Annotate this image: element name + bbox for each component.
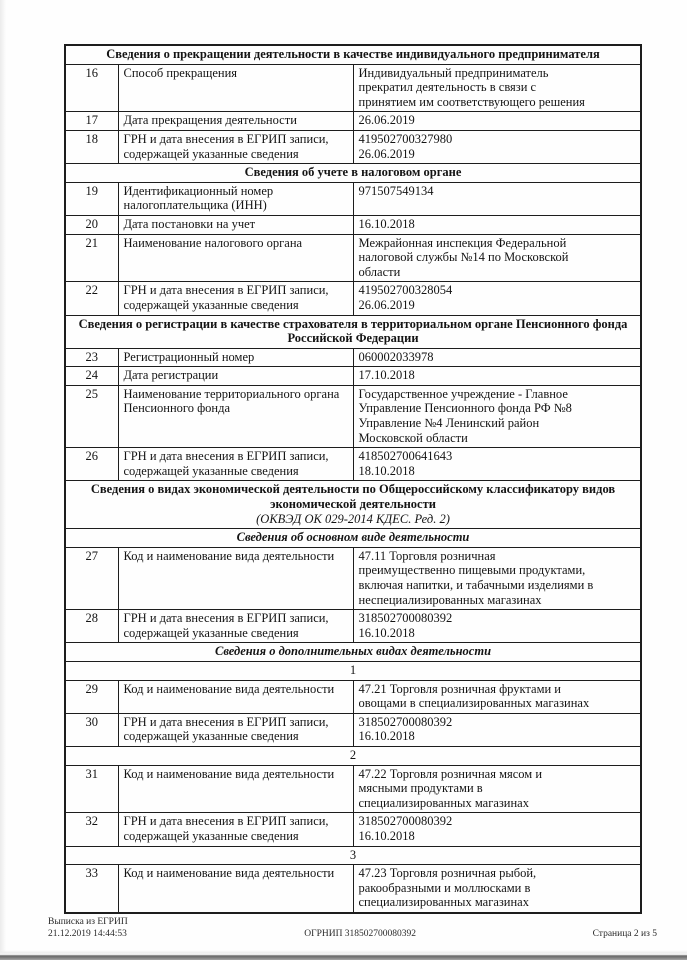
value-line: Московской области <box>358 430 468 445</box>
row-value-cell <box>353 448 641 481</box>
header-line: Сведения о дополнительных видах деятельности <box>214 644 492 659</box>
row-label-cell: ГРН и дата внесения в ЕГРИП записи, содержащей указанные сведения <box>118 713 353 746</box>
row-number-cell: 19 <box>65 182 118 215</box>
footer-ogrnip: ОГРНИП 318502700080392 <box>304 928 417 939</box>
value-line: 318502700080392 <box>358 611 453 626</box>
table-row <box>65 112 641 131</box>
table-row <box>65 348 641 367</box>
row-value-cell <box>353 234 641 282</box>
table-row <box>65 367 641 386</box>
value-line: 47.23 Торговля розничная рыбой, <box>358 866 537 881</box>
value-line: 16.10.2018 <box>358 625 415 640</box>
row-number-cell: 27 <box>65 547 118 609</box>
section-cell <box>65 315 641 348</box>
footer-extract-datetime: 21.12.2019 14:44:53 <box>48 928 127 939</box>
value-line: преимущественно пищевыми продуктами, <box>358 563 586 578</box>
table-row <box>65 182 641 215</box>
footer-extract-info <box>48 917 128 940</box>
section-row <box>65 481 641 529</box>
index-cell <box>65 746 641 765</box>
table-row <box>65 765 641 813</box>
row-number-cell: 18 <box>65 130 118 163</box>
section-cell <box>65 45 641 64</box>
row-number-cell: 21 <box>65 234 118 282</box>
value-line: 971507549134 <box>358 183 434 198</box>
row-number-cell: 29 <box>65 680 118 713</box>
header-line: Сведения об основном виде деятельности <box>236 530 470 545</box>
row-value-cell <box>353 547 641 609</box>
row-label-cell: Дата постановки на учет <box>118 215 353 234</box>
row-number-cell: 31 <box>65 765 118 813</box>
table-row <box>65 713 641 746</box>
table-row <box>65 865 641 913</box>
row-label-cell: Код и наименование вида деятельности <box>118 547 353 609</box>
row-value-cell <box>353 64 641 112</box>
row-number-cell: 17 <box>65 112 118 131</box>
value-line: прекратил деятельность в связи с <box>358 80 537 95</box>
section-cell <box>65 481 641 529</box>
subsection-cell <box>65 643 641 662</box>
row-label-cell: Наименование территориального органа Пенсионного фонда <box>118 385 353 447</box>
value-line: 26.06.2019 <box>358 297 415 312</box>
index-cell <box>65 661 641 680</box>
table-row <box>65 385 641 447</box>
row-number-cell: 22 <box>65 282 118 315</box>
section-row <box>65 315 641 348</box>
egrip-table-body <box>65 45 641 913</box>
row-number-cell: 16 <box>65 64 118 112</box>
table-row <box>65 282 641 315</box>
header-line: (ОКВЭД ОК 029-2014 КДЕС. Ред. 2) <box>256 511 450 526</box>
row-value-cell <box>353 765 641 813</box>
row-number-cell: 33 <box>65 865 118 913</box>
value-line: 47.11 Торговля розничная <box>358 548 496 563</box>
header-line: 2 <box>349 747 357 762</box>
value-line: 47.22 Торговля розничная мясом и <box>358 766 543 781</box>
row-value-cell <box>353 130 641 163</box>
value-line: ракообразными и моллюсками в <box>358 880 531 895</box>
table-row <box>65 448 641 481</box>
table-row <box>65 215 641 234</box>
table-row <box>65 130 641 163</box>
header-line: Сведения о регистрации в качестве страхователя в территориальном органе Пенсионного фонда Российской Федерации <box>78 316 628 346</box>
row-value-cell <box>353 865 641 913</box>
value-line: 47.21 Торговля розничная фруктами и <box>358 681 561 696</box>
value-line: включая напитки, и табачными изделиями в <box>358 578 594 592</box>
footer-page-number: Страница 2 из 5 <box>592 928 657 939</box>
row-number-cell: 30 <box>65 713 118 746</box>
row-value-cell <box>353 182 641 215</box>
value-line: мясными продуктами в <box>358 781 483 796</box>
row-number-cell: 24 <box>65 367 118 386</box>
index-row <box>65 661 641 680</box>
row-label-cell: Код и наименование вида деятельности <box>118 865 353 913</box>
page-footer <box>48 917 657 940</box>
value-line: 16.10.2018 <box>358 828 415 843</box>
row-number-cell: 26 <box>65 448 118 481</box>
row-value-cell <box>353 813 641 846</box>
row-label-cell: ГРН и дата внесения в ЕГРИП записи, содержащей указанные сведения <box>118 282 353 315</box>
table-row <box>65 234 641 282</box>
index-row <box>65 746 641 765</box>
table-row <box>65 680 641 713</box>
value-line: 318502700080392 <box>358 814 453 829</box>
row-value-cell <box>353 215 641 234</box>
row-label-cell: ГРН и дата внесения в ЕГРИП записи, содержащей указанные сведения <box>118 813 353 846</box>
value-line: 419502700327980 <box>358 131 453 146</box>
table-row <box>65 547 641 609</box>
row-label-cell: Идентификационный номер налогоплательщика (ИНН) <box>118 182 353 215</box>
row-label-cell: ГРН и дата внесения в ЕГРИП записи, содержащей указанные сведения <box>118 610 353 643</box>
value-line: принятием им соответствующего решения <box>358 94 585 109</box>
value-line: Управление №4 Ленинский район <box>358 416 540 431</box>
index-row <box>65 846 641 865</box>
value-line: налоговой службы №14 по Московской <box>358 250 569 265</box>
row-label-cell: ГРН и дата внесения в ЕГРИП записи, содержащей указанные сведения <box>118 130 353 163</box>
value-line: 418502700641643 <box>358 449 453 464</box>
value-line: 26.06.2019 <box>358 146 415 161</box>
row-label-cell: Регистрационный номер <box>118 348 353 367</box>
value-line: Управление Пенсионного фонда РФ №8 <box>358 401 572 416</box>
row-number-cell: 28 <box>65 610 118 643</box>
section-cell <box>65 164 641 183</box>
subsection-row <box>65 643 641 662</box>
value-line: 16.10.2018 <box>358 729 415 744</box>
row-value-cell <box>353 282 641 315</box>
row-label-cell: Дата регистрации <box>118 367 353 386</box>
footer-extract-title: Выписка из ЕГРИП <box>48 917 128 927</box>
header-line: Сведения о видах экономической деятельности по Общероссийскому классификатору видов экономической деятельности <box>90 482 616 512</box>
row-value-cell <box>353 680 641 713</box>
value-line: 17.10.2018 <box>358 368 415 383</box>
value-line: Индивидуальный предприниматель <box>358 65 549 80</box>
header-line: 3 <box>349 847 357 862</box>
subsection-row <box>65 529 641 548</box>
value-line: 419502700328054 <box>358 283 453 298</box>
row-value-cell <box>353 610 641 643</box>
header-line: Сведения о прекращении деятельности в качестве индивидуального предпринимателя <box>106 47 600 61</box>
value-line: 318502700080392 <box>358 714 453 729</box>
value-line: 18.10.2018 <box>358 463 415 478</box>
value-line: Межрайонная инспекция Федеральной <box>358 235 567 250</box>
row-label-cell: Наименование налогового органа <box>118 234 353 282</box>
row-value-cell <box>353 713 641 746</box>
section-row <box>65 164 641 183</box>
row-label-cell: Способ прекращения <box>118 64 353 112</box>
table-row <box>65 610 641 643</box>
scan-left-edge <box>0 0 6 960</box>
row-number-cell: 20 <box>65 215 118 234</box>
row-value-cell <box>353 367 641 386</box>
section-row <box>65 45 641 64</box>
row-value-cell <box>353 385 641 447</box>
value-line: неспециализированных магазинах <box>358 592 542 607</box>
egrip-table <box>64 44 642 914</box>
scan-bottom-edge <box>0 950 687 960</box>
row-value-cell <box>353 112 641 131</box>
row-number-cell: 23 <box>65 348 118 367</box>
value-line: специализированных магазинах <box>358 895 529 910</box>
header-line: 1 <box>349 662 357 677</box>
value-line: 26.06.2019 <box>358 113 415 128</box>
index-cell <box>65 846 641 865</box>
value-line: 060002033978 <box>358 349 434 364</box>
value-line: овощами в специализированных магазинах <box>358 696 590 711</box>
table-row <box>65 813 641 846</box>
row-label-cell: ГРН и дата внесения в ЕГРИП записи, содержащей указанные сведения <box>118 448 353 481</box>
row-label-cell: Код и наименование вида деятельности <box>118 680 353 713</box>
row-value-cell <box>353 348 641 367</box>
table-row <box>65 64 641 112</box>
value-line: Государственное учреждение - Главное <box>358 386 568 401</box>
value-line: 16.10.2018 <box>358 216 415 231</box>
row-number-cell: 32 <box>65 813 118 846</box>
row-label-cell: Код и наименование вида деятельности <box>118 765 353 813</box>
row-number-cell: 25 <box>65 385 118 447</box>
subsection-cell <box>65 529 641 548</box>
header-line: Сведения об учете в налоговом органе <box>244 165 462 180</box>
row-label-cell: Дата прекращения деятельности <box>118 112 353 131</box>
value-line: области <box>358 264 401 279</box>
value-line: специализированных магазинах <box>358 795 529 810</box>
